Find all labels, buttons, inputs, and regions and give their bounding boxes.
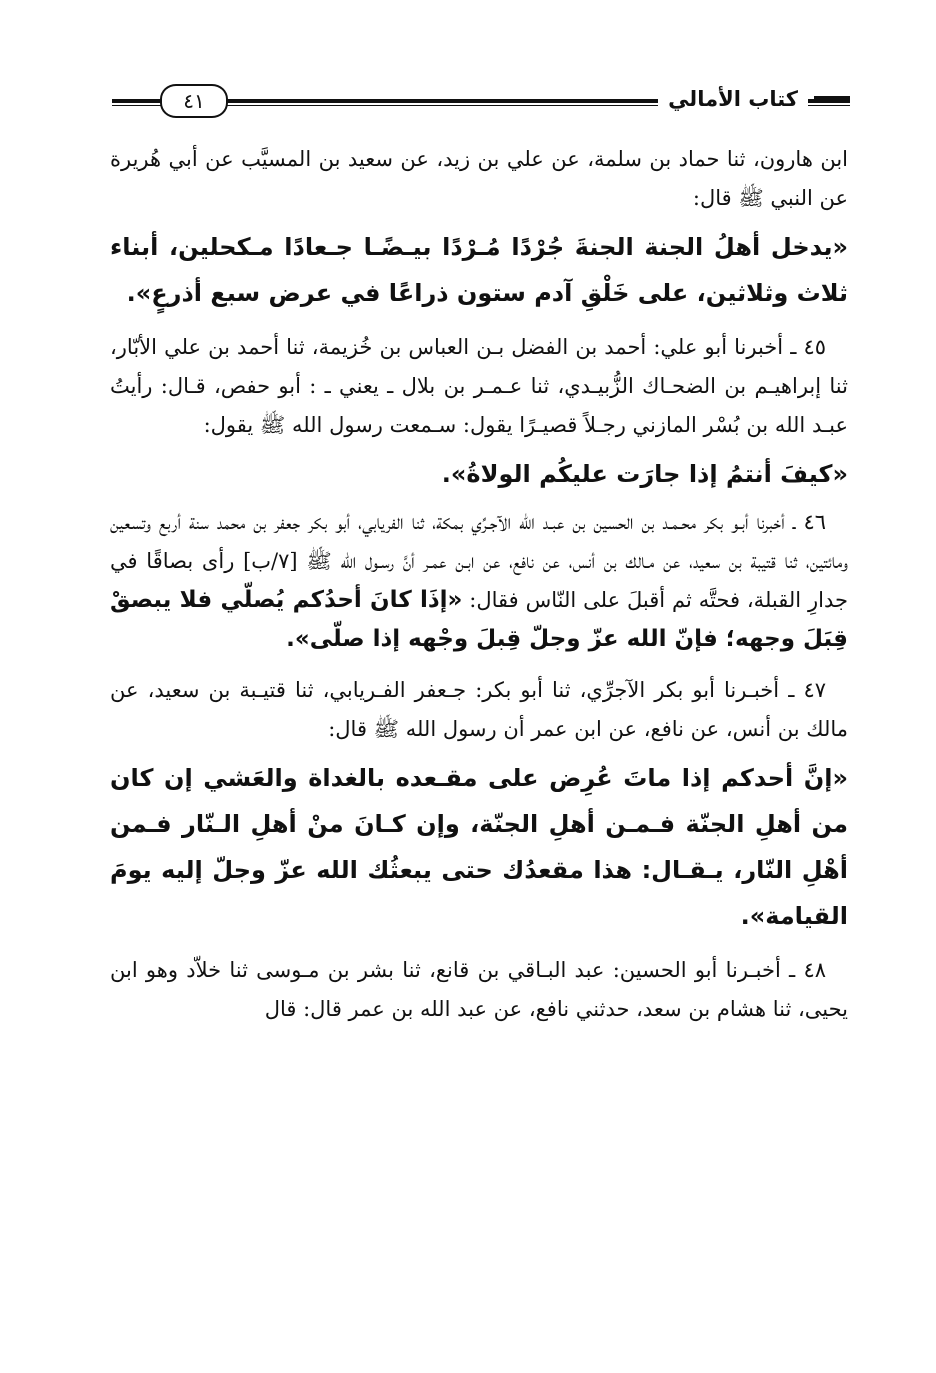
- hadith-text-2: «كيفَ أنتمُ إذا جارَت عليكُم الولاةُ».: [441, 460, 848, 488]
- running-header: [112, 72, 850, 124]
- paragraph-hadith-47: ٤٧ ـ أخبـرنا أبو بكر الآجرِّي، ثنا أبو بكر: جـعفر الفـريابي، ثنا قتيـبة بن سعيد، عن مالك بن أنس، عن نافع، عن ابن عمر أن رسول الله ﷺ قال:: [110, 678, 848, 741]
- paragraph-hadith-46: [110, 503, 848, 659]
- hadith-text-1: «يدخل أهلُ الجنة الجنةَ جُرْدًا مُـرْدًا بيـضًـا جـعادًا مـكحلين، أبناء ثلاث وثلاثين، على خَلْقِ آدم ستون ذراعًا في عرض سبع أذرعٍ».: [110, 233, 848, 307]
- paragraph-hadith-48: ٤٨ ـ أخبـرنا أبو الحسين: عبد البـاقي بن قانع، ثنا بشر بن مـوسى ثنا خلاّد وهو ابن يحيى، ثنا هشام بن سعد، حدثني نافع، عن عبد الله بن عمر قال: قال: [110, 958, 848, 1021]
- hadith-46-isnad: ٤٦ ـ أخبرنا أبـو بكر محـمـد بن الحسين بن عبـد الله الآجـرِّي بمكة، ثنا الفريابي، أبو بكر جعفر بن محمد سنة أربع وتسعين ومائتين، ثنا قتيبة بن سعيد، عن مـالك بن أنس، عن نافع، عن ابـن عمـر أنَّ رسـول الله ﷺ [٧/ب] رأى بصاقًا في جدارِ القبلة، فحتَّه ثم أقبلَ على النّاس فقال:: [110, 510, 848, 612]
- page-number: ٤١: [160, 84, 228, 118]
- page-body: [110, 140, 848, 1029]
- hadith-46-matn: «إذَا كانَ أحدُكم يُصلّي فلا يبصقْ قِبَلَ وجهه؛ فإنّ الله عزّ وجلّ قِبلَ وجْهه إذا صلّى».: [110, 587, 848, 652]
- hadith-text-3: «إنَّ أحدكم إذا ماتَ عُرِض على مقـعده بالغداة والعَشي إن كان من أهلِ الجنّة فـمـن أهلِ الجنّة، وإن كـانَ منْ أهلِ الـنّار فـمن أهْلِ النّار، يـقـال: هذا مقعدُك حتى يبعثُك الله عزّ وجلّ إليه يومَ القيامة».: [110, 764, 848, 930]
- paragraph-hadith-45: ٤٥ ـ أخبرنا أبو علي: أحمد بن الفضل بـن العباس بن خُزيمة، ثنا أحمد بن علي الأبّار، ثنا إبراهيـم بن الضحـاك الزُّبيـدي، ثنا عـمـر بن بلال ـ يعني ـ : أبو حفص، قـال: رأيتُ عبـد الله بن بُسْر المازني رجـلاً قصيـرًا يقول: سـمعت رسول الله ﷺ يقول:: [110, 335, 848, 437]
- header-end-bar: [814, 96, 850, 106]
- book-title: كتاب الأمالي: [658, 84, 808, 114]
- paragraph-isnad-continued: ابن هارون، ثنا حماد بن سلمة، عن علي بن زيد، عن سعيد بن المسيَّب عن أبي هُريرة عن النبي ﷺ قال:: [110, 147, 848, 210]
